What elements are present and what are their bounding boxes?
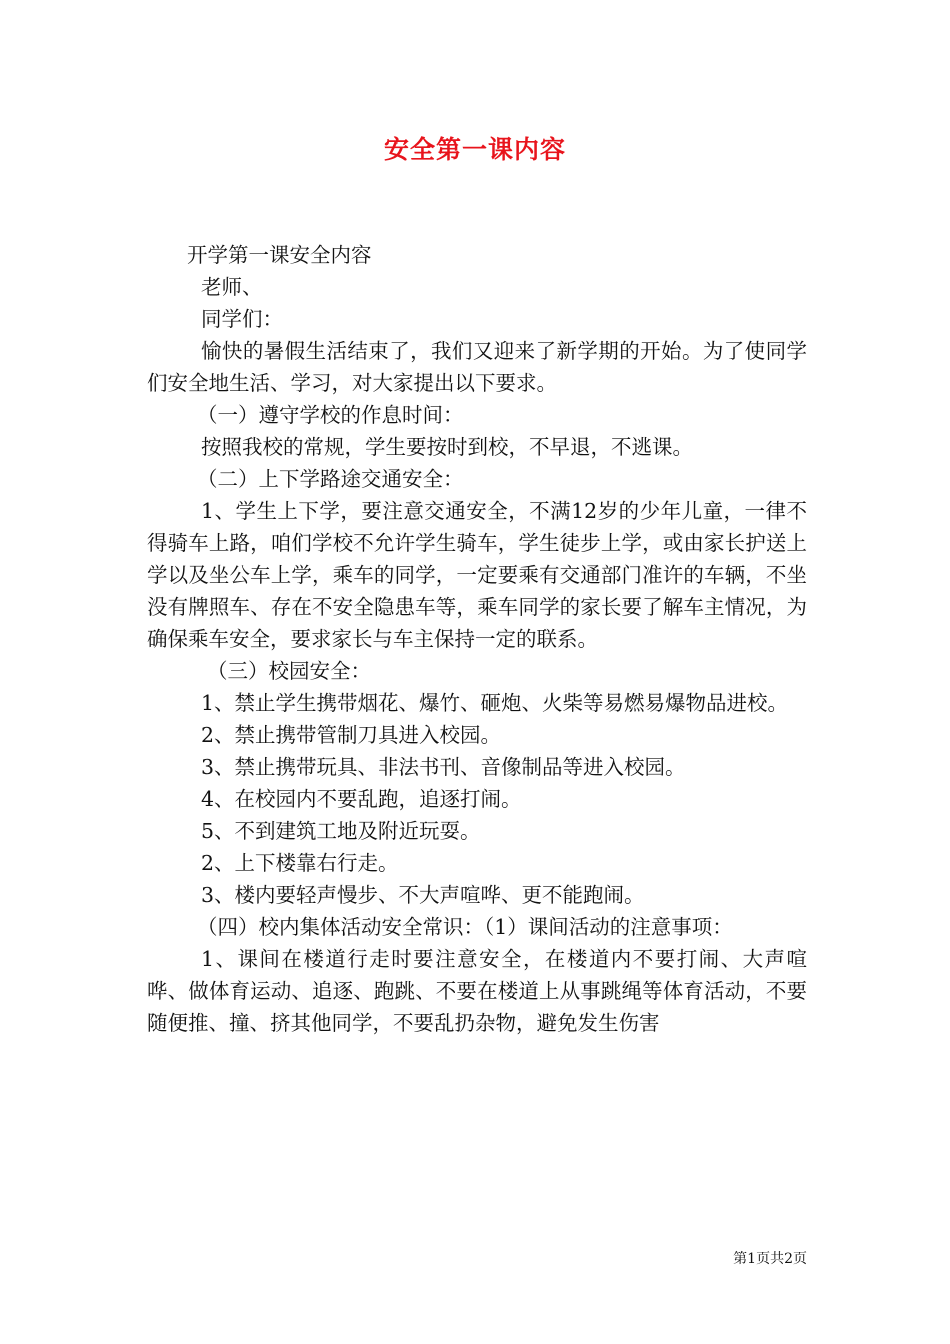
paragraph-heading: 开学第一课安全内容: [187, 243, 372, 267]
document-body: [147, 239, 807, 1039]
paragraph-traffic: 1、学生上下学，要注意交通安全，不满12岁的少年儿童，一律不得骑车上路，咱们学校不允许学生骑车，学生徒步上学，或由家长护送上学以及坐公车上学，乘车的同学，一定要乘有交通部门准许的车辆，不坐没有牌照车、存在不安全隐患车等，乘车同学的家长要了解车主情况，为确保乘车安全，要求家长与车主保持一定的联系。: [147, 499, 807, 651]
paragraph-rule-1: 1、禁止学生携带烟花、爆竹、砸炮、火柴等易燃易爆物品进校。: [201, 691, 789, 715]
paragraph-rule-quiet: 3、楼内要轻声慢步、不大声喧哗、更不能跑闹。: [201, 883, 645, 907]
paragraph-rule-3: 3、禁止携带玩具、非法书刊、音像制品等进入校园。: [201, 755, 686, 779]
paragraph-section-1: （一）遵守学校的作息时间：: [197, 403, 464, 427]
paragraph-corridor: 1、课间在楼道行走时要注意安全，在楼道内不要打闹、大声喧哗、做体育运动、追逐、跑跳、不要在楼道上从事跳绳等体育活动，不要随便推、撞、挤其他同学，不要乱扔杂物，避免发生伤害: [147, 947, 807, 1035]
paragraph-rule-5: 5、不到建筑工地及附近玩耍。: [201, 819, 481, 843]
paragraph-salutation-teachers: 老师、: [201, 275, 263, 299]
paragraph-salutation-students: 同学们：: [201, 307, 283, 331]
paragraph-rule-stairs: 2、上下楼靠右行走。: [201, 851, 399, 875]
paragraph-section-4: （四）校内集体活动安全常识：（1）课间活动的注意事项：: [197, 915, 733, 939]
paragraph-intro: 愉快的暑假生活结束了，我们又迎来了新学期的开始。为了使同学们安全地生活、学习，对大家提出以下要求。: [147, 339, 807, 395]
paragraph-schedule: 按照我校的常规，学生要按时到校，不早退，不逃课。: [201, 435, 693, 459]
page-indicator: 第1页共2页: [733, 1251, 807, 1267]
paragraph-rule-4: 4、在校园内不要乱跑，追逐打闹。: [201, 787, 522, 811]
paragraph-section-2: （二）上下学路途交通安全：: [197, 467, 464, 491]
document-title: 安全第一课内容: [383, 135, 566, 164]
paragraph-rule-2: 2、禁止携带管制刀具进入校园。: [201, 723, 502, 747]
paragraph-section-3: （三）校园安全：: [207, 659, 371, 683]
